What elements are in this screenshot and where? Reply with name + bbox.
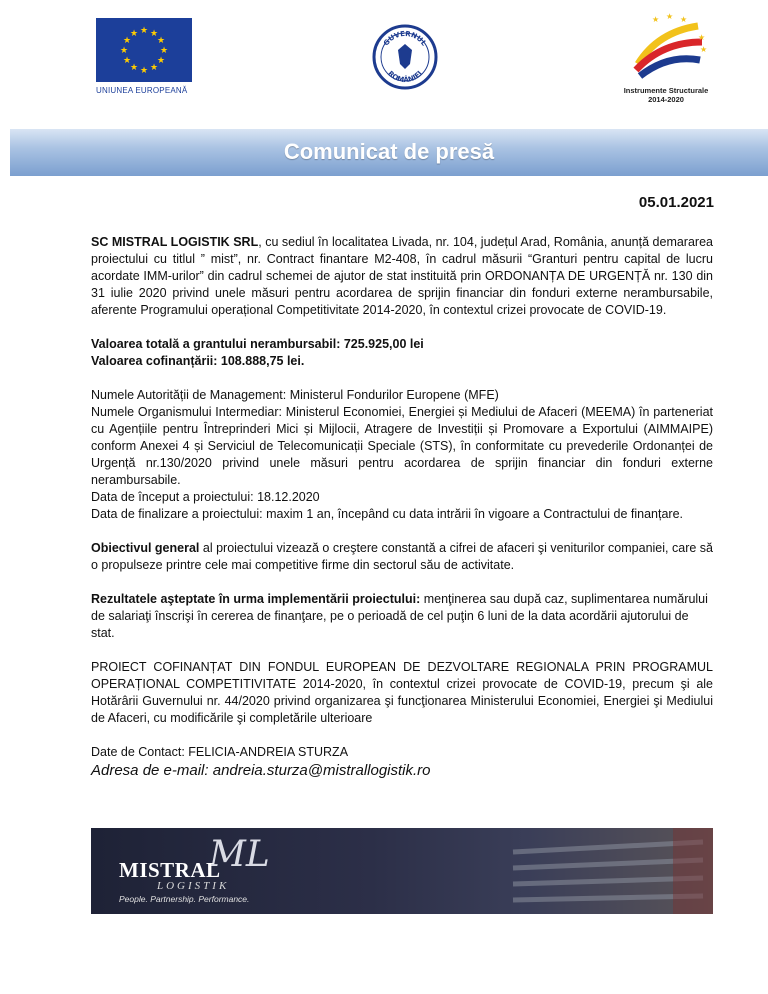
management-authority: Numele Autorității de Management: Ministerul Fondurilor Europene (MFE) [91, 388, 499, 402]
gov-seal-text-top: GUVERNUL [382, 29, 428, 48]
brand-name: MISTRAL [119, 858, 221, 882]
general-objective [91, 540, 713, 574]
grant-total: Valoarea totală a grantului nerambursabil: 725.925,00 lei [91, 337, 424, 351]
eu-logo [96, 18, 196, 95]
document-body [91, 234, 713, 781]
is-years: 2014-2020 [648, 95, 684, 105]
svg-text:★: ★ [666, 12, 674, 21]
contact-email[interactable]: Adresa de e-mail: andreia.sturza@mistrallogistik.ro [91, 762, 431, 779]
svg-text:★: ★ [129, 29, 139, 39]
contact-person: Date de Contact: FELICIA-ANDREIA STURZA [91, 745, 349, 759]
svg-text:★: ★ [149, 63, 159, 73]
intermediary-body: Numele Organismului Intermediar: Ministerul Economiei, Energiei și Mediului de Afaceri (MEEMA) în parteneriat cu Agențiile pentru Întreprinderi Mici și Mijlocii, Atragere de Investiții și Promovare a Exportului (AIMMAIPE) conform Anexei 4 și Serviciul de Telecomunicații Speciale (STS), în conformitate cu prevederile Ordonanței de Urgență nr.130/2020 privind unele măsuri pentru acordarea de sprijin financiar din fonduri externe nerambursabile. [91, 405, 713, 487]
truck-grille-graphic [473, 828, 713, 914]
svg-text:★: ★ [119, 46, 129, 56]
svg-text:★: ★ [700, 45, 708, 54]
eu-flag-icon [96, 18, 192, 82]
cofinanced-statement: PROIECT COFINANȚAT DIN FONDUL EUROPEAN DE DEZVOLTARE REGIONALA PRIN PROGRAMUL OPERAȚIONAL COMPETITIVITATE 2014-2020, în contextul crizei provocate de COVID-19, precum şi ale Hotărârii Guvernului nr. 44/2020 privind organizarea şi funcţionarea Ministerului Economiei, Energiei şi Mediului de Afaceri, cu modificările şi completările ulterioare [91, 660, 713, 725]
logo-bar [0, 0, 768, 130]
mistral-footer-banner [91, 828, 713, 914]
results-label: Rezultatele aşteptate în urma implementării proiectului: [91, 592, 421, 606]
instrumente-structurale-label [618, 86, 714, 105]
project-start-date: Data de început a proiectului: 18.12.2020 [91, 490, 320, 504]
objective-label: Obiectivul general [91, 541, 200, 555]
svg-text:★: ★ [159, 46, 169, 56]
brand-subname: LOGISTIK [157, 880, 230, 892]
banner-title: Comunicat de presă [283, 139, 495, 164]
svg-text:★: ★ [690, 23, 698, 32]
svg-text:★: ★ [156, 36, 166, 46]
gov-seal-text-bottom: ROMÂNIEI [386, 69, 424, 85]
eu-label: UNIUNEA EUROPEANĂ [96, 86, 188, 95]
romanian-government-seal [372, 22, 438, 92]
project-end-date: Data de finalizare a proiectului: maxim 1 an, începând cu data intrării în vigoare a Contractului de finanțare. [91, 507, 683, 521]
intro-text: , cu sediul în localitatea Livada, nr. 104, județul Arad, România, anunță demararea proiectului cu titlul ” mist”, nr. Contract finantare M2-408, în cadrul măsurii “Granturi pentru capital de lucru acordate IMM-urilor” din cadrul schemei de ajutor de stat instituită prin ORDONANȚA DE URGENȚĂ nr. 130 din 31 iulie 2020 privind unele măsuri pentru acordarea de sprijin financiar din fonduri externe nerambursabile, aferente Programului operațional Competitivitate 2014-2020, în contextul crizei provocate de COVID-19. [91, 235, 713, 317]
press-release-banner [10, 129, 768, 176]
intro-paragraph [91, 234, 713, 319]
instrumente-structurale-logo [618, 12, 714, 112]
is-title: Instrumente Structurale [623, 86, 709, 95]
svg-text:★: ★ [139, 66, 149, 76]
cofinancing-value: Valoarea cofinanțării: 108.888,75 lei. [91, 354, 305, 368]
svg-text:★: ★ [680, 15, 688, 24]
svg-text:★: ★ [652, 15, 660, 24]
ml-monogram: ML [209, 834, 270, 875]
brand-tagline: People. Partnership. Performance. [119, 894, 250, 904]
svg-text:★: ★ [149, 29, 159, 39]
results-text: menţinerea sau după caz, suplimentarea numărului de salariaţi înscrişi în cererea de finanţare, pe o perioadă de cel puţin 6 luni de la data acordării ajutorului de stat. [91, 592, 708, 640]
company-name: SC MISTRAL LOGISTIK SRL [91, 235, 259, 249]
objective-text: al proiectului vizează o creştere constantă a cifrei de afaceri şi veniturilor companiei, care să o propulseze printre cele mai competitive firme din sectorul său de activitate. [91, 541, 713, 572]
expected-results [91, 591, 713, 642]
svg-text:★: ★ [129, 63, 139, 73]
svg-text:★: ★ [122, 36, 132, 46]
svg-text:★: ★ [156, 56, 166, 66]
svg-text:★: ★ [122, 56, 132, 66]
document-date: 05.01.2021 [638, 194, 714, 211]
svg-text:★: ★ [139, 26, 149, 36]
svg-text:★: ★ [698, 33, 706, 42]
